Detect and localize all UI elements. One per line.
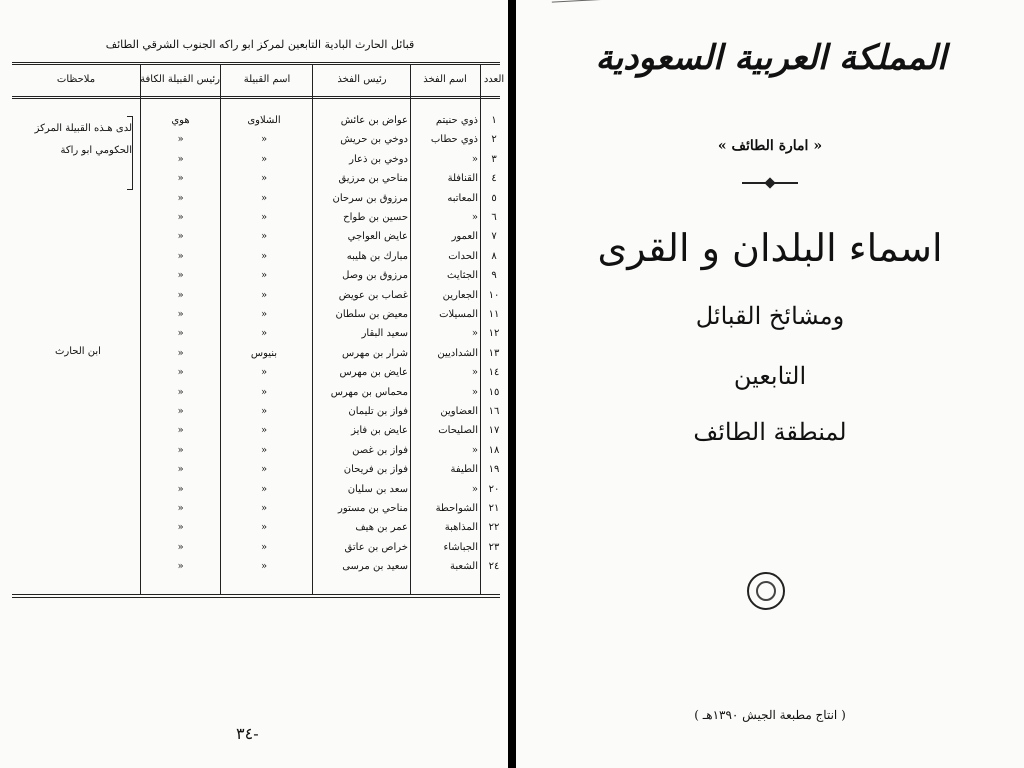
row-chief: « [177, 444, 184, 456]
row-chief: « [177, 386, 184, 398]
row-clan: المذاهبة [444, 522, 478, 534]
row-clan-head: سعيد البقار [361, 328, 408, 340]
row-tribe: « [260, 483, 268, 495]
row-number: ٦ [491, 212, 497, 223]
row-number: ١٢ [488, 328, 500, 340]
row-chief: « [177, 270, 184, 282]
row-clan: ذوي حطاب [430, 134, 478, 146]
row-clan-head: حسين بن طواح [343, 212, 408, 223]
row-clan: الشواحطة [435, 503, 478, 514]
row-clan: ذوي حنيتم [435, 115, 478, 126]
row-chief: « [177, 212, 184, 223]
row-chief: « [177, 289, 184, 301]
row-number: ٢٢ [488, 522, 500, 534]
row-clan: المعاتبه [447, 192, 478, 204]
row-clan-head: معيض بن سلطان [335, 309, 408, 320]
row-number: ٢٣ [488, 541, 500, 553]
notes-cell [10, 118, 132, 162]
table-row [0, 425, 508, 444]
row-chief: « [177, 483, 184, 495]
row-clan: الحدات [448, 250, 478, 262]
table-top-rule-double [12, 64, 500, 65]
row-chief: « [177, 464, 184, 476]
row-clan: « [471, 483, 478, 495]
row-chief: « [177, 250, 184, 262]
row-chief: هوي [171, 115, 190, 126]
row-number: ٤ [491, 173, 497, 185]
row-tribe: « [260, 444, 268, 456]
row-number: ٣ [491, 153, 497, 165]
row-tribe: « [260, 153, 268, 165]
row-number: ٧ [491, 231, 497, 243]
row-tribe: « [260, 464, 268, 476]
row-number: ١٠ [488, 289, 500, 301]
main-title: اسماء البلدان و القرى [597, 226, 943, 270]
row-clan: « [471, 367, 478, 379]
row-number: ١٥ [488, 386, 500, 398]
subtitle-line-1: ومشائخ القبائل [695, 302, 845, 330]
table-row [0, 445, 508, 464]
row-clan: « [471, 444, 478, 456]
row-tribe: « [260, 386, 268, 398]
row-clan-head: عايض العواجي [347, 231, 408, 243]
row-clan: الطيفة [450, 464, 478, 476]
row-tribe: « [260, 561, 268, 573]
row-clan: « [471, 328, 478, 340]
row-clan: العمور [451, 231, 478, 243]
row-clan-head: سعيد بن مرسى [342, 561, 408, 573]
row-number: ٢١ [488, 503, 500, 514]
row-chief: « [177, 328, 184, 340]
row-tribe: « [260, 522, 268, 534]
note-line: الحكومي ابو راكة [60, 145, 132, 156]
row-number: ٨ [491, 250, 497, 262]
row-clan: الجثايث [447, 270, 478, 282]
row-number: ١٦ [488, 406, 500, 417]
row-tribe: « [260, 309, 268, 320]
row-number: ١٣ [488, 347, 500, 359]
row-chief: « [177, 231, 184, 243]
row-chief: « [177, 541, 184, 553]
table-row [0, 406, 508, 425]
row-clan-head: دوخي بن ذعار [349, 153, 408, 165]
printer-credit: ( انتاج مطبعة الجيش ١٣٩٠هـ ) [694, 708, 846, 722]
row-clan-head: محماس بن مهرس [330, 386, 408, 398]
row-chief: « [177, 134, 184, 146]
row-number: ١٨ [488, 444, 500, 456]
header-tribe: اسم القبيلة [243, 74, 291, 85]
row-clan: « [471, 212, 478, 223]
row-clan-head: مرزوق بن سرحان [332, 192, 408, 204]
row-tribe: « [260, 503, 268, 514]
row-clan: الجعارين [442, 289, 478, 301]
row-clan-head: فواز بن فريحان [343, 464, 408, 476]
table-row [0, 561, 508, 580]
table-row [0, 231, 508, 250]
row-tribe: الشلاوى [247, 115, 281, 126]
row-clan-head: فواز بن تليمان [348, 406, 408, 417]
row-chief: « [177, 153, 184, 165]
row-number: ٢٠ [488, 483, 500, 495]
row-clan-head: عمر بن هيف [355, 522, 408, 534]
row-chief: « [177, 309, 184, 320]
row-clan-head: مناحي بن مستور [338, 503, 408, 514]
table-row [0, 270, 508, 289]
row-clan: « [471, 153, 478, 165]
row-number: ١٩ [488, 464, 500, 476]
page-number: -٣٤ [236, 724, 259, 743]
printer-emblem-icon [747, 572, 785, 610]
header-clan: اسم الفخذ [423, 74, 467, 85]
kingdom-title: المملكة العربية السعودية [595, 38, 947, 78]
table-row [0, 328, 508, 347]
right-page [516, 0, 1024, 768]
row-clan-head: مبارك بن هليبه [346, 250, 408, 262]
row-clan: الصليحات [438, 425, 478, 437]
row-clan-head: خراص بن عاتق [344, 541, 408, 553]
row-clan-head: شرار بن مهرس [342, 347, 408, 359]
scratch-mark [552, 0, 612, 11]
row-tribe: « [260, 270, 268, 282]
row-clan-head: عواض بن عائش [340, 115, 408, 126]
row-number: ٩ [491, 270, 497, 282]
row-number: ١٧ [488, 425, 500, 437]
header-notes: ملاحظات [56, 74, 96, 85]
row-clan: « [471, 386, 478, 398]
table-row [0, 522, 508, 541]
header-chief: رئيس القبيلة الكافة [140, 74, 220, 85]
row-clan-head: دوخي بن حريش [340, 134, 408, 146]
row-number: ١ [491, 115, 497, 126]
table-row [0, 290, 508, 309]
row-tribe: « [260, 328, 268, 340]
row-clan-head: فواز بن غصن [352, 444, 408, 456]
row-clan-head: مرزوق بن وصل [342, 270, 408, 282]
row-tribe: « [260, 406, 268, 417]
table-row [0, 387, 508, 406]
row-clan: الشعبة [450, 561, 478, 573]
row-tribe: « [260, 367, 268, 379]
table-row [0, 309, 508, 328]
row-tribe: « [260, 173, 268, 185]
row-number: ٥ [491, 192, 497, 204]
table-row [0, 251, 508, 270]
note-second: ابن الحارث [55, 346, 101, 357]
left-page [0, 0, 508, 768]
row-clan-head: غصاب بن عويض [338, 289, 408, 301]
ornament-divider [742, 182, 798, 184]
table-top-rule [12, 62, 500, 63]
row-chief: « [177, 522, 184, 534]
row-chief: « [177, 192, 184, 204]
row-tribe: « [260, 192, 268, 204]
row-chief: « [177, 347, 184, 359]
row-clan-head: عايض بن فايز [351, 425, 408, 437]
row-number: ٢ [491, 134, 497, 146]
header-rule-double [12, 98, 500, 99]
row-number: ١٤ [488, 367, 500, 379]
row-clan: المسيلات [439, 309, 478, 320]
header-rule [12, 96, 500, 97]
row-chief: « [177, 425, 184, 437]
table-bottom-rule-double [12, 597, 500, 598]
table-row [0, 367, 508, 386]
row-chief: « [177, 561, 184, 573]
row-number: ١١ [488, 309, 500, 320]
note-line: لدى هـذه القبيلة المركز [34, 123, 132, 134]
table-row [0, 193, 508, 212]
row-clan-head: سعد بن سليان [347, 483, 408, 495]
subtitle-line-2: التابعين [733, 362, 807, 390]
table-row [0, 464, 508, 483]
table-row [0, 484, 508, 503]
row-clan: الشداديين [437, 347, 478, 359]
row-tribe: بنيوس [250, 347, 278, 359]
table-row [0, 212, 508, 231]
row-tribe: « [260, 541, 268, 553]
row-tribe: « [260, 425, 268, 437]
table-title: قبائل الحارث البادية التابعين لمركز ابو راكه الجنوب الشرقي الطائف [105, 38, 415, 51]
row-chief: « [177, 367, 184, 379]
row-chief: « [177, 406, 184, 417]
row-tribe: « [260, 212, 268, 223]
row-clan: الجباشاء [443, 541, 478, 553]
row-tribe: « [260, 289, 268, 301]
row-clan: القنافلة [447, 173, 478, 185]
row-clan-head: عايض بن مهرس [339, 367, 408, 379]
row-chief: « [177, 173, 184, 185]
row-tribe: « [260, 250, 268, 262]
header-number: العدد [483, 74, 505, 85]
subtitle-line-3: لمنطقة الطائف [693, 418, 847, 446]
row-tribe: « [260, 231, 268, 243]
table-row [0, 173, 508, 192]
row-clan: العضاوين [440, 406, 478, 417]
row-number: ٢٤ [488, 561, 500, 573]
emirate-label: « امارة الطائف » [717, 138, 823, 154]
row-tribe: « [260, 134, 268, 146]
table-row [0, 503, 508, 522]
header-clan-head: رئيس الفخذ [337, 74, 387, 85]
table-row [0, 542, 508, 561]
row-chief: « [177, 503, 184, 514]
row-clan-head: مناحي بن مرزيق [338, 173, 408, 185]
table-bottom-rule [12, 594, 500, 595]
